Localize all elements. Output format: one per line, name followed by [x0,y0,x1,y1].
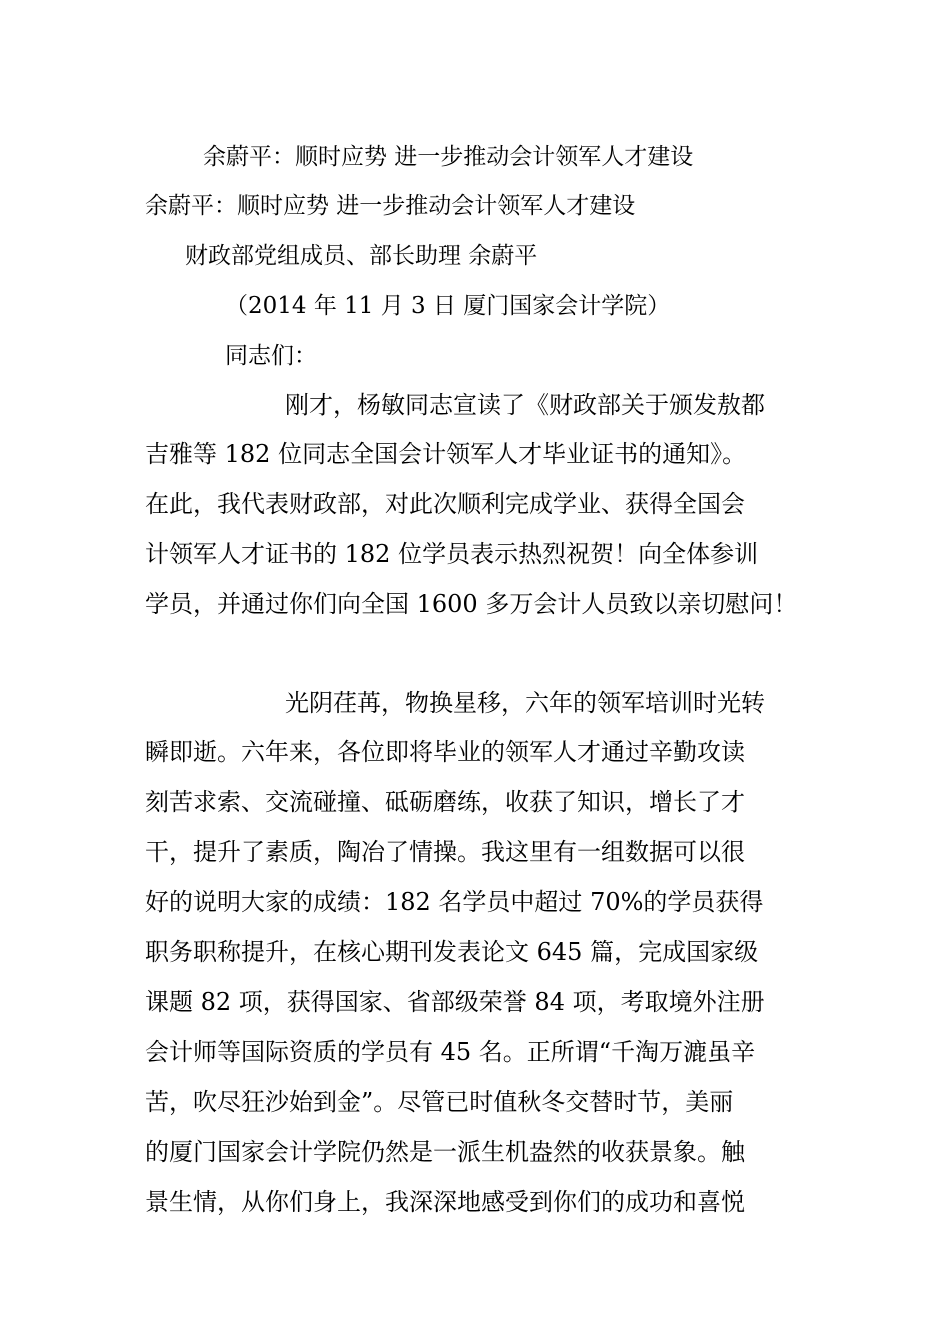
author-line: 财政部党组成员、部长助理 余蔚平 [185,243,538,269]
date-place-line: （2014 年 11 月 3 日 厦门国家会计学院） [225,293,671,319]
paragraph1-line: 学员，并通过你们向全国 1600 多万会计人员致以亲切慰问！ [145,590,798,618]
document-title: 余蔚平：顺时应势 进一步推动会计领军人才建设 [203,144,694,170]
paragraph2-line: 瞬即逝。六年来，各位即将毕业的领军人才通过辛勤攻读 [145,738,745,766]
paragraph2-line: 的厦门国家会计学院仍然是一派生机盎然的收获景象。触 [145,1138,745,1166]
paragraph1-line: 计领军人才证书的 182 位学员表示热烈祝贺！向全体参训 [145,540,759,568]
paragraph2-line: 会计师等国际资质的学员有 45 名。正所谓“千淘万漉虽辛 [145,1038,756,1066]
salutation: 同志们： [225,343,317,369]
paragraph2-line: 刻苦求索、交流碰撞、砥砺磨练，收获了知识，增长了才 [145,788,745,816]
document-subtitle: 余蔚平：顺时应势 进一步推动会计领军人才建设 [145,193,636,219]
paragraph1-line: 刚才，杨敏同志宣读了《财政部关于颁发敖都 [285,391,765,419]
paragraph2-line: 景生情，从你们身上，我深深地感受到你们的成功和喜悦 [145,1188,745,1216]
paragraph2-line: 干，提升了素质，陶冶了情操。我这里有一组数据可以很 [145,838,745,866]
paragraph2-line: 光阴荏苒，物换星移，六年的领军培训时光转 [285,689,765,717]
paragraph1-line: 吉雅等 182 位同志全国会计领军人才毕业证书的通知》。 [145,440,747,468]
paragraph1-line: 在此，我代表财政部，对此次顺利完成学业、获得全国会 [145,490,745,518]
paragraph2-line: 苦，吹尽狂沙始到金”。尽管已时值秋冬交替时节，美丽 [145,1088,734,1116]
paragraph2-line: 好的说明大家的成绩：182 名学员中超过 70%的学员获得 [145,888,764,916]
paragraph2-line: 职务职称提升，在核心期刊发表论文 645 篇，完成国家级 [145,938,759,966]
paragraph2-line: 课题 82 项，获得国家、省部级荣誉 84 项，考取境外注册 [145,988,765,1016]
